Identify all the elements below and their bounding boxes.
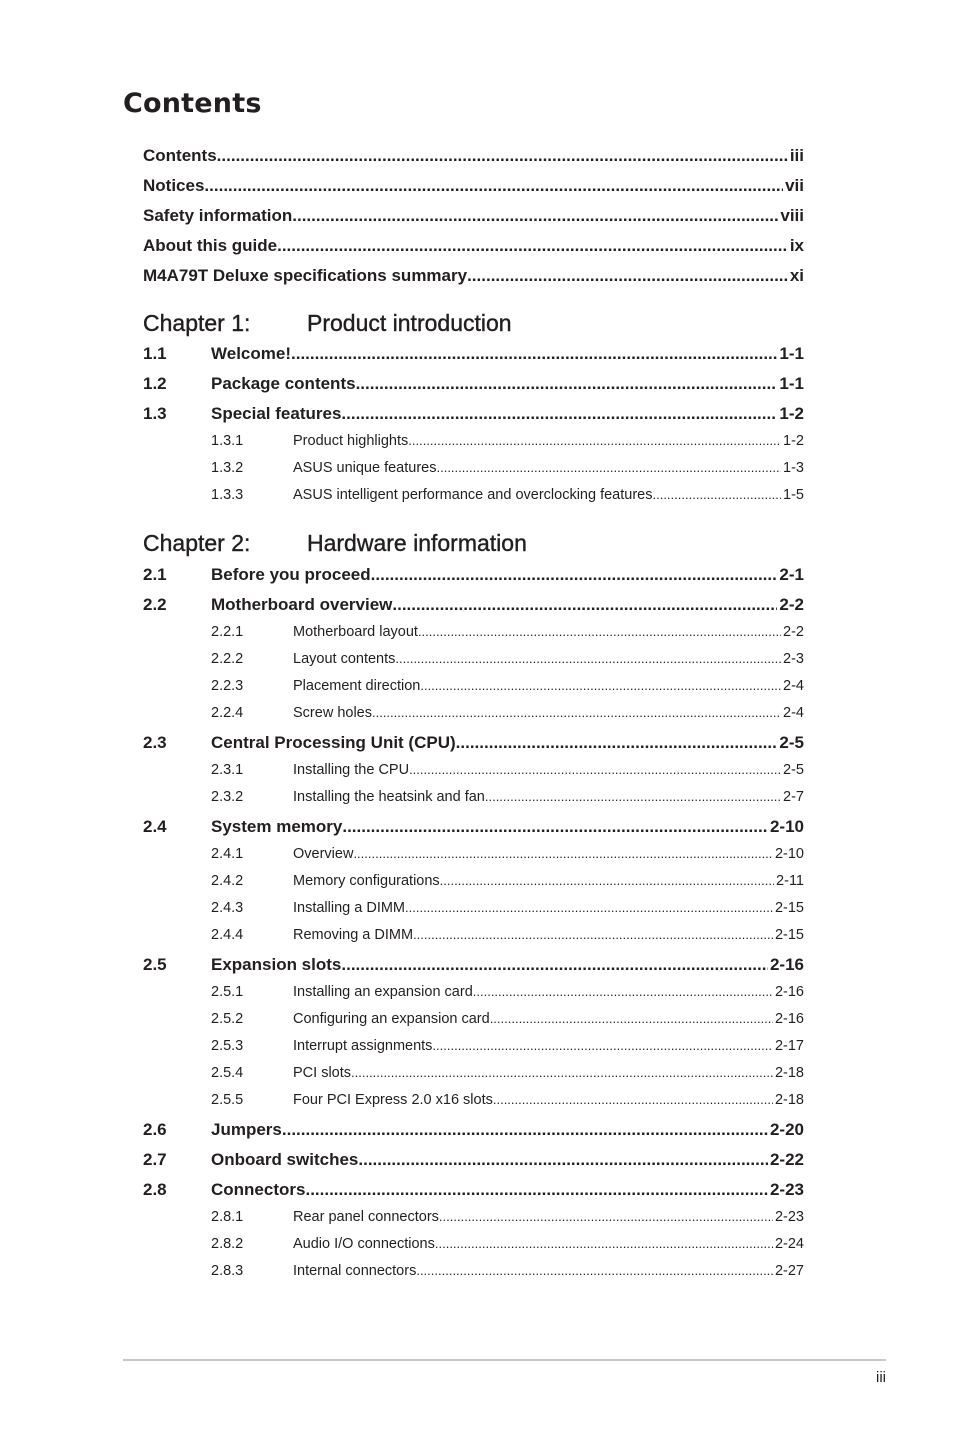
toc-entry — [143, 460, 804, 480]
toc-entry-title: Interrupt assignments — [293, 1038, 433, 1054]
toc-entry-page: 2-23 — [769, 1180, 804, 1199]
toc-entry-page: ix — [789, 236, 804, 255]
toc-entry — [143, 846, 804, 866]
toc-entry — [143, 1263, 804, 1283]
toc-entry-page: 2-11 — [776, 873, 804, 889]
toc-entry-page: 2-17 — [774, 1038, 804, 1054]
toc-entry-page: 2-7 — [783, 789, 804, 805]
toc-entry-number: 2.2.3 — [211, 678, 244, 694]
toc-entry-page: 1-1 — [779, 344, 804, 363]
toc-entry — [143, 344, 804, 366]
toc-entry-title: Motherboard overview — [211, 595, 393, 614]
dot-leader — [418, 624, 781, 639]
footer-page-number: iii — [876, 1369, 886, 1386]
toc-entry-title: PCI slots — [293, 1065, 352, 1081]
toc-entry-number: 2.5 — [143, 955, 167, 974]
toc-entry-title: ASUS unique features — [293, 460, 437, 476]
toc-entry-title: Product highlights — [293, 433, 409, 449]
toc-entry — [143, 705, 804, 725]
toc-entry-page: iii — [789, 146, 804, 165]
toc-entry-page: 2-15 — [774, 927, 804, 943]
toc-entry-page: 2-18 — [774, 1092, 804, 1108]
toc-entry-number: 1.3.2 — [211, 460, 244, 476]
toc-entry — [143, 176, 804, 198]
toc-entry-number: 2.4.3 — [211, 900, 244, 916]
toc-entry-number: 2.4.2 — [211, 873, 244, 889]
dot-leader — [652, 487, 781, 502]
toc-entry-number: 2.4.4 — [211, 927, 244, 943]
toc-entry-number: 1.3.1 — [211, 433, 244, 449]
dot-leader — [305, 1180, 768, 1200]
toc-entry — [143, 1065, 804, 1085]
toc-entry-page: 1-1 — [779, 374, 804, 393]
toc-entry-title: Before you proceed — [211, 565, 371, 584]
toc-entry-page: 2-2 — [779, 595, 804, 614]
toc-entry-number: 2.8 — [143, 1180, 167, 1199]
toc-entry-number: 2.5.3 — [211, 1038, 244, 1054]
toc-entry-title: Placement direction — [293, 678, 421, 694]
toc-entry-title: Installing the CPU — [293, 762, 410, 778]
toc-entry-number: 2.4 — [143, 817, 167, 836]
dot-leader — [436, 460, 781, 475]
toc-entry — [143, 1236, 804, 1256]
chapter-heading — [143, 530, 527, 557]
dot-leader — [341, 955, 768, 975]
toc-entry — [143, 374, 804, 396]
toc-entry-number: 2.5.5 — [211, 1092, 244, 1108]
toc-entry-number: 2.5.4 — [211, 1065, 244, 1081]
toc-entry-page: vii — [785, 176, 804, 195]
toc-entry-title: Screw holes — [293, 705, 372, 721]
page-title: Contents — [123, 88, 262, 119]
toc-entry-title: About this guide — [143, 236, 278, 255]
toc-entry-page: 2-5 — [783, 762, 804, 778]
dot-leader — [277, 236, 788, 256]
toc-entry-page: 1-3 — [783, 460, 804, 476]
toc-entry-title: Connectors — [211, 1180, 306, 1199]
toc-entry-number: 2.6 — [143, 1120, 167, 1139]
toc-entry-title: Removing a DIMM — [293, 927, 414, 943]
dot-leader — [341, 404, 777, 424]
dot-leader — [408, 433, 781, 448]
chapter-label: Chapter 1: — [143, 310, 251, 336]
toc-entry-title: Four PCI Express 2.0 x16 slots — [293, 1092, 493, 1108]
dot-leader — [456, 733, 778, 753]
toc-entry-number: 2.2.4 — [211, 705, 244, 721]
toc-entry-title: Internal connectors — [293, 1263, 417, 1279]
toc-entry-title: Contents — [143, 146, 217, 165]
toc-entry-title: Memory configurations — [293, 873, 440, 889]
toc-entry-number: 2.4.1 — [211, 846, 244, 862]
toc-entry-number: 2.8.3 — [211, 1263, 244, 1279]
toc-entry-page: 2-18 — [774, 1065, 804, 1081]
toc-entry-page: 1-2 — [783, 433, 804, 449]
dot-leader — [292, 206, 778, 226]
toc-entry-page: 2-10 — [769, 817, 804, 836]
toc-entry-title: Central Processing Unit (CPU) — [211, 733, 456, 752]
toc-entry-number: 2.3 — [143, 733, 167, 752]
dot-leader — [439, 1209, 773, 1224]
toc-entry-title: Configuring an expansion card — [293, 1011, 490, 1027]
toc-entry — [143, 1011, 804, 1031]
toc-entry — [143, 404, 804, 426]
toc-entry — [143, 955, 804, 977]
dot-leader — [372, 705, 781, 720]
toc-entry-title: System memory — [211, 817, 343, 836]
dot-leader — [217, 146, 788, 166]
toc-entry-page: viii — [780, 206, 804, 225]
dot-leader — [353, 846, 773, 861]
dot-leader — [413, 927, 773, 942]
chapter-title: Hardware information — [307, 530, 527, 556]
toc-entry — [143, 984, 804, 1004]
toc-entry-number: 1.1 — [143, 344, 167, 363]
toc-entry-page: 2-10 — [774, 846, 804, 862]
toc-entry-number: 2.5.2 — [211, 1011, 244, 1027]
dot-leader — [342, 817, 768, 837]
toc-entry — [143, 678, 804, 698]
toc-entry-number: 2.8.1 — [211, 1209, 244, 1225]
toc-entry-page: 1-5 — [783, 487, 804, 503]
toc-entry-page: 2-3 — [783, 651, 804, 667]
chapter-heading — [143, 310, 512, 337]
toc-entry — [143, 1209, 804, 1229]
dot-leader — [282, 1120, 768, 1140]
toc-entry-title: Welcome! — [211, 344, 291, 363]
dot-leader — [204, 176, 783, 196]
toc-entry-page: 2-16 — [774, 984, 804, 1000]
toc-entry-title: Rear panel connectors — [293, 1209, 439, 1225]
toc-entry — [143, 651, 804, 671]
dot-leader — [409, 762, 781, 777]
dot-leader — [473, 984, 773, 999]
dot-leader — [416, 1263, 773, 1278]
toc-entry-title: Motherboard layout — [293, 624, 418, 640]
toc-entry — [143, 1150, 804, 1172]
dot-leader — [371, 565, 778, 585]
toc-entry-number: 2.1 — [143, 565, 167, 584]
toc-entry-page: 2-4 — [783, 705, 804, 721]
dot-leader — [358, 1150, 768, 1170]
toc-entry — [143, 789, 804, 809]
footer-divider — [123, 1359, 886, 1361]
toc-entry-page: 2-2 — [783, 624, 804, 640]
toc-entry — [143, 624, 804, 644]
toc-entry — [143, 487, 804, 507]
toc-entry — [143, 206, 804, 228]
toc-entry-page: 2-22 — [769, 1150, 804, 1169]
toc-entry-title: Audio I/O connections — [293, 1236, 435, 1252]
toc-entry — [143, 266, 804, 288]
toc-entry-title: M4A79T Deluxe specifications summary — [143, 266, 468, 285]
chapter-label: Chapter 2: — [143, 530, 251, 556]
dot-leader — [420, 678, 781, 693]
dot-leader — [432, 1038, 773, 1053]
toc-entry — [143, 236, 804, 258]
toc-entry-title: Installing a DIMM — [293, 900, 406, 916]
toc-entry-number: 2.5.1 — [211, 984, 244, 1000]
toc-entry-page: 2-20 — [769, 1120, 804, 1139]
toc-entry — [143, 873, 804, 893]
toc-entry — [143, 733, 804, 755]
toc-entry-title: Layout contents — [293, 651, 396, 667]
toc-entry — [143, 433, 804, 453]
toc-entry-title: Safety information — [143, 206, 293, 225]
toc-entry-page: 2-5 — [779, 733, 804, 752]
toc-entry-title: ASUS intelligent performance and overclocking features — [293, 487, 653, 503]
dot-leader — [405, 900, 773, 915]
toc-entry — [143, 762, 804, 782]
toc-entry-page: 2-16 — [774, 1011, 804, 1027]
toc-entry-number: 1.3 — [143, 404, 167, 423]
toc-entry-title: Special features — [211, 404, 342, 423]
toc-entry-page: 2-15 — [774, 900, 804, 916]
toc-entry-number: 1.2 — [143, 374, 167, 393]
toc-entry — [143, 1180, 804, 1202]
toc-entry-title: Installing an expansion card — [293, 984, 473, 1000]
dot-leader — [351, 1065, 773, 1080]
toc-entry-number: 2.8.2 — [211, 1236, 244, 1252]
toc-entry-title: Installing the heatsink and fan — [293, 789, 485, 805]
toc-entry-number: 2.2.2 — [211, 651, 244, 667]
dot-leader — [435, 1236, 773, 1251]
toc-entry-page: 2-1 — [779, 565, 804, 584]
dot-leader — [485, 789, 781, 804]
toc-entry-number: 2.7 — [143, 1150, 167, 1169]
toc-entry — [143, 817, 804, 839]
toc-entry-number: 2.2 — [143, 595, 167, 614]
toc-entry — [143, 565, 804, 587]
toc-entry — [143, 900, 804, 920]
dot-leader — [356, 374, 778, 394]
toc-entry-page: 1-2 — [779, 404, 804, 423]
toc-entry-title: Package contents — [211, 374, 356, 393]
toc-entry-title: Overview — [293, 846, 354, 862]
toc-entry-title: Onboard switches — [211, 1150, 359, 1169]
toc-entry-number: 1.3.3 — [211, 487, 244, 503]
toc-entry-number: 2.3.2 — [211, 789, 244, 805]
toc-entry-page: 2-4 — [783, 678, 804, 694]
toc-entry-page: 2-16 — [769, 955, 804, 974]
toc-entry-number: 2.2.1 — [211, 624, 244, 640]
toc-entry — [143, 595, 804, 617]
toc-entry-title: Expansion slots — [211, 955, 342, 974]
dot-leader — [291, 344, 777, 364]
toc-entry — [143, 1038, 804, 1058]
toc-entry-page: xi — [789, 266, 804, 285]
toc-entry-page: 2-24 — [774, 1236, 804, 1252]
dot-leader — [467, 266, 788, 286]
dot-leader — [490, 1011, 773, 1026]
dot-leader — [493, 1092, 773, 1107]
toc-entry-page: 2-27 — [774, 1263, 804, 1279]
dot-leader — [392, 595, 777, 615]
toc-entry-page: 2-23 — [774, 1209, 804, 1225]
dot-leader — [440, 873, 774, 888]
dot-leader — [395, 651, 781, 666]
toc-entry-title: Notices — [143, 176, 205, 195]
toc-entry — [143, 1092, 804, 1112]
toc-entry — [143, 146, 804, 168]
toc-entry — [143, 1120, 804, 1142]
toc-entry — [143, 927, 804, 947]
toc-entry-title: Jumpers — [211, 1120, 282, 1139]
toc-entry-number: 2.3.1 — [211, 762, 244, 778]
chapter-title: Product introduction — [307, 310, 512, 336]
